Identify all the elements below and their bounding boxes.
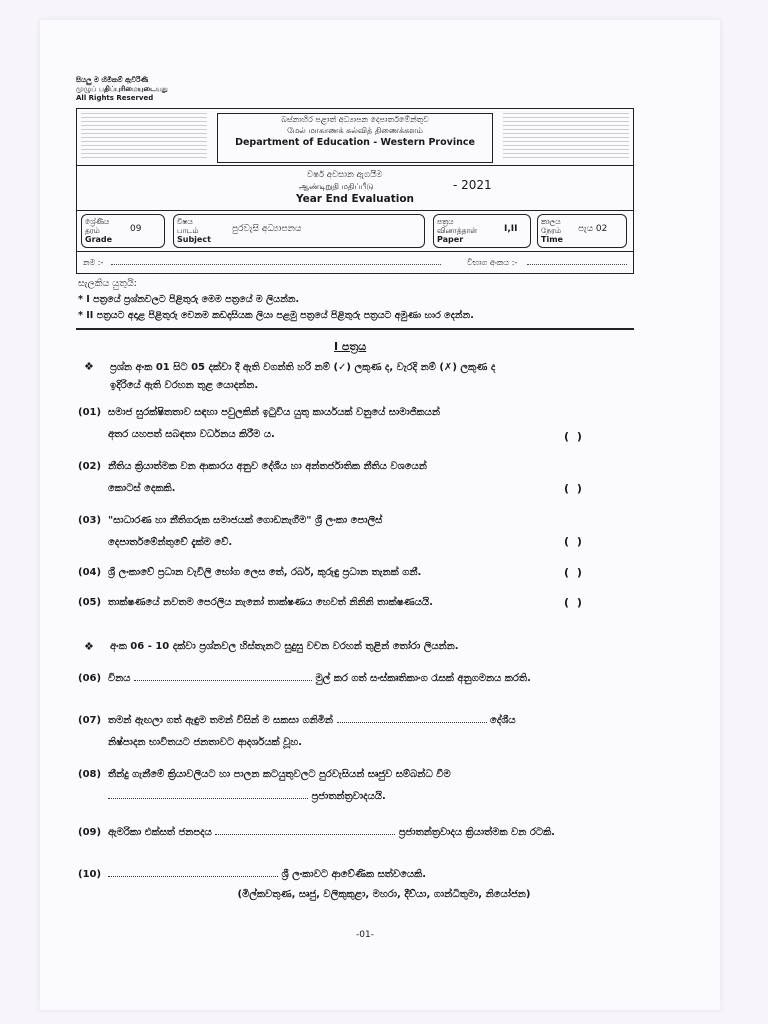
instruction-2: * II පත්‍රයට අදාළ පිළිතුරු වෙනම කඩදාසියක ලියා පළමු පත්‍රයේ පිළිතුරු පත්‍රයට අමුණා භාර දෙන්න. <box>78 310 474 321</box>
time-value: පැය 02 <box>578 224 608 234</box>
watermark-pattern-left <box>81 113 207 161</box>
instruction-1: * I පත්‍රයේ ප්‍රශ්නවලට පිළිතුරු මෙම පත්‍රයේ ම ලියන්න. <box>78 294 300 305</box>
answer-box-03[interactable]: ( ) <box>564 535 584 548</box>
blank-07[interactable] <box>337 712 487 723</box>
watermark-pattern-right <box>503 113 629 161</box>
part-title: I පත්‍රය <box>334 340 367 353</box>
blank-10[interactable] <box>108 866 278 877</box>
directive-1: ප්‍රශ්න අංක 01 සිට 05 දක්වා දී ඇති වගන්ති හරි නම් (✓) ලකුණ ද, වැරදි නම් (✗) ලකුණ ද ඉදිරියේ ඇති වරහන තුළ යොදන්න. <box>110 362 496 391</box>
question-02: (02) නීතිය ක්‍රියාත්මක වන ආකාරය අනුව දේශීය හා අන්තර්ජාතික නීතිය වශයෙන් කොටස් දෙකකි. <box>78 461 427 494</box>
blank-06[interactable] <box>134 670 312 681</box>
question-10: (10) ශ්‍රී ලංකාවට ආවේණික සත්වයෙකි. <box>78 864 426 886</box>
bullet-icon: ❖ <box>84 360 94 373</box>
name-label: නම :- <box>83 258 104 267</box>
header-evaluation: වර්ෂ අවසාන ඇගයීම ஆண்டிறுதி மதிப்பீடு - 2021 Year End Evaluation <box>77 166 633 211</box>
subject-value: පුරවැසි අධ්‍යාපනය <box>232 224 302 234</box>
question-04: (04) ශ්‍රී ලංකාවේ ප්‍රධාන වැවිලි භෝග ලෙස තේ, රබර්, කුරුඳු ප්‍රධාන තැනක් ගනී. <box>78 567 422 578</box>
paper-value: I,II <box>504 224 518 234</box>
index-field[interactable] <box>527 264 627 265</box>
name-field[interactable] <box>111 264 441 265</box>
question-07: (07) තමන් ඇඟලා ගත් ඇඳුම තමන් විසින් ම සකසා ගනිමින් දේශීය නිෂ්පාදන භාවිතයට ජනතාවට ආදර්ශයක් වූහ. <box>78 710 516 754</box>
blank-09[interactable] <box>215 824 395 835</box>
header-department <box>77 109 633 166</box>
exam-header <box>76 108 634 274</box>
copyright-notice: සියලු ම හිමිකම් ඇවිරිණි முழுப் பதிப்புரிமையுடையது All Rights Reserved <box>76 76 168 102</box>
evaluation-title: Year End Evaluation <box>295 193 415 205</box>
divider <box>76 328 634 330</box>
question-06: (06) විනය මුල් කර ගත් සංස්කෘතිකාංග රැසක් අනුගමනය කරති. <box>78 668 531 690</box>
question-05: (05) තාක්ෂණයේ නවතම පෙරලිය නැනෝ තාක්ෂණය හෙවත් නිනිනි තාක්ෂණයයි. <box>78 597 433 608</box>
question-08: (08) තීන්දු ගැනීමේ ක්‍රියාවලියට හා පාලන කටයුතුවලට පුරවැසියන් සෘජුව සම්බන්ධ වීම ප්‍රජාතන්ත්‍රවාදයයි. <box>78 769 451 802</box>
directive-2: අංක 06 - 10 දක්වා ප්‍රශ්නවල හිස්තැනට සුදුසු වචන වරහන් තුළින් තෝරා ලියන්න. <box>110 641 459 652</box>
time-cell: කාලය நேரம் Time පැය 02 <box>537 214 627 248</box>
answer-box-02[interactable]: ( ) <box>564 482 584 495</box>
paper-cell: පත්‍රය வினாத்தாள் Paper I,II <box>433 214 531 248</box>
instructions-title: සැලකිය යුතුයි: <box>78 278 137 289</box>
exam-year: - 2021 <box>453 178 492 192</box>
question-01: (01) සමාජ සුරක්ෂිතතාව සඳහා පවුලකින් ඉටුවිය යුතු කාර්යයක් වනුයේ සාමාජිකයන් අතර යහපත් සබඳතා වර්ධනය කිරීම ය. <box>78 407 440 440</box>
subject-cell: විෂය பாடம் Subject පුරවැසි අධ්‍යාපනය <box>173 214 425 248</box>
header-details-row <box>77 211 633 252</box>
word-list: (මිල්කවතුණ, සෘජු, වලිකුකුළා, මහරා, දීව්යා, ගාන්ධිතුමා, නියෝජන) <box>237 889 531 900</box>
answer-box-05[interactable]: ( ) <box>564 596 584 609</box>
answer-box-01[interactable]: ( ) <box>564 430 584 443</box>
answer-box-04[interactable]: ( ) <box>564 566 584 579</box>
department-title: Department of Education - Western Province <box>235 137 475 148</box>
blank-08[interactable] <box>108 788 308 799</box>
index-label: විභාග අංකය :- <box>467 258 518 267</box>
department-box: බස්නාහිර පළාත් අධ්‍යාපන දෙපාර්තමේන්තුව மேல் மாகாணக் கல்வித் திணைக்களம் Department of Education - Western Province <box>217 113 493 163</box>
name-row <box>77 254 633 272</box>
grade-value: 09 <box>130 224 142 234</box>
page-number: -01- <box>356 930 374 940</box>
question-09: (09) ඇමරිකා එක්සත් ජනපදය ප්‍රජාතන්ත්‍රවාදය ක්‍රියාත්මක වන රටකි. <box>78 822 555 844</box>
bullet-icon: ❖ <box>84 640 94 653</box>
question-03: (03) "සාධාරණ හා නීතිගරුක සමාජයක් ගොඩනැගීම" ශ්‍රී ලංකා පොලිස් දෙපාර්තමේන්තුවේ දැක්ම වේ. <box>78 515 383 548</box>
grade-cell: ශ්‍රේණිය தரம் Grade 09 <box>81 214 165 248</box>
